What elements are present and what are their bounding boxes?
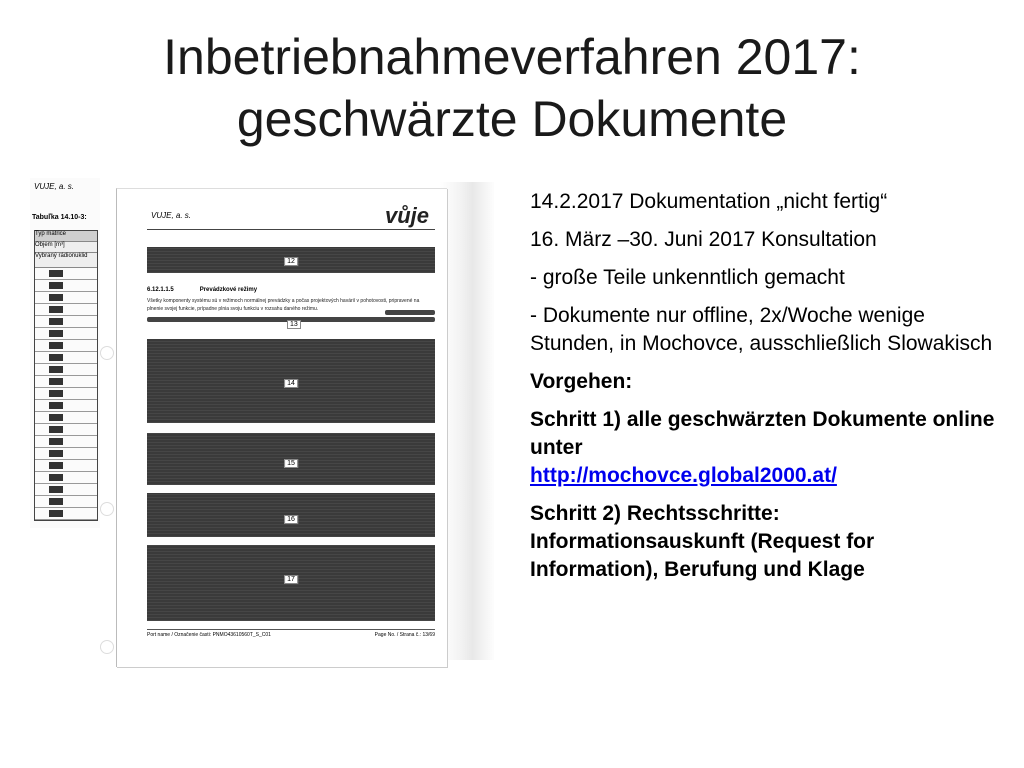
punch-hole (100, 640, 114, 654)
back-doc-row (35, 496, 97, 508)
section-title: Prevádzkové režimy (199, 287, 258, 293)
punch-hole (100, 346, 114, 360)
redaction-number: 14 (284, 379, 298, 388)
item-documentation-date: 14.2.2017 Dokumentation „nicht fertig“ (530, 190, 888, 213)
redaction-block (147, 433, 435, 485)
back-doc-row (35, 484, 97, 496)
back-doc-header: VUJE, a. s. (34, 182, 75, 191)
redaction-line (385, 310, 435, 315)
front-doc-header: VUJE, a. s. (151, 211, 192, 220)
back-doc-row (35, 304, 97, 316)
back-doc-row (35, 388, 97, 400)
back-doc-row (35, 400, 97, 412)
footer-label: Port name / Označenie časti: (147, 632, 212, 638)
footer-page-label: Page No. / Strana č.: (374, 632, 422, 638)
redaction-number: 13 (287, 320, 301, 329)
document-footer (147, 629, 435, 638)
footer-page: 13/69 (422, 632, 435, 638)
footer-code: PNMO43610560T_S_C01 (212, 632, 271, 638)
slide-title (0, 26, 1024, 150)
redaction-block (147, 493, 435, 537)
redaction-block (147, 545, 435, 621)
step-1 (530, 406, 1000, 490)
back-doc-col-2: Objem [m³] (35, 242, 97, 253)
section-heading (147, 287, 257, 293)
section-paragraph: Všetky komponenty systému sú v režimoch normálnej prevádzky a počas projektových havárií v pohotovosti, pripravené na plnenie svojej funkcie, prípadne plnia svoju funkciu v rozsahu daného režimu. (147, 298, 420, 312)
redaction-block (147, 247, 435, 273)
back-doc-row (35, 292, 97, 304)
header-rule (147, 229, 435, 230)
back-doc-row (35, 316, 97, 328)
item-offline-access: - Dokumente nur offline, 2x/Woche wenige Stunden, in Mochovce, ausschließlich Slowakisch (530, 304, 993, 355)
item-redacted-parts: - große Teile unkenntlich gemacht (530, 266, 845, 289)
footer-left (147, 632, 271, 638)
back-doc-table (34, 230, 98, 521)
back-doc-row (35, 364, 97, 376)
back-doc-row (35, 436, 97, 448)
redaction-number: 17 (284, 575, 298, 584)
title-line-1: Inbetriebnahmeverfahren 2017: (163, 29, 861, 85)
back-doc-row (35, 352, 97, 364)
back-doc-row (35, 448, 97, 460)
punch-hole (100, 502, 114, 516)
back-doc-row (35, 460, 97, 472)
back-doc-row (35, 508, 97, 520)
redaction-block (147, 339, 435, 423)
procedure-heading: Vorgehen: (530, 370, 633, 393)
section-number: 6.12.1.1.5 (147, 287, 174, 293)
scanned-table-page (30, 178, 100, 528)
back-doc-col-1: Typ matrice (35, 231, 97, 242)
vuje-logo: vůje (384, 203, 429, 228)
redacted-document-page (116, 188, 447, 667)
redaction-number: 15 (284, 459, 298, 468)
back-doc-table-label: Tabuľka 14.10-3: (32, 214, 87, 221)
back-doc-row (35, 268, 97, 280)
back-doc-row (35, 472, 97, 484)
back-doc-row (35, 412, 97, 424)
step-2: Schritt 2) Rechtsschritte: Informationsauskunft (Request for Information), Berufung und Klage (530, 502, 875, 581)
redaction-number: 16 (284, 515, 298, 524)
back-doc-row (35, 328, 97, 340)
redaction-number: 12 (284, 257, 298, 266)
scanned-page-edge (440, 182, 494, 660)
back-doc-row (35, 376, 97, 388)
back-doc-row (35, 424, 97, 436)
mochovce-link[interactable]: http://mochovce.global2000.at/ (530, 464, 837, 487)
step-1-text: Schritt 1) alle geschwärzten Dokumente online unter (530, 408, 995, 459)
content-column (530, 188, 1000, 594)
back-doc-row (35, 340, 97, 352)
footer-right (375, 632, 435, 638)
back-doc-col-3: Vybraný rádionuklid (35, 253, 97, 268)
title-line-2: geschwärzte Dokumente (236, 91, 788, 147)
back-doc-row (35, 280, 97, 292)
item-consultation-period: 16. März –30. Juni 2017 Konsultation (530, 228, 877, 251)
